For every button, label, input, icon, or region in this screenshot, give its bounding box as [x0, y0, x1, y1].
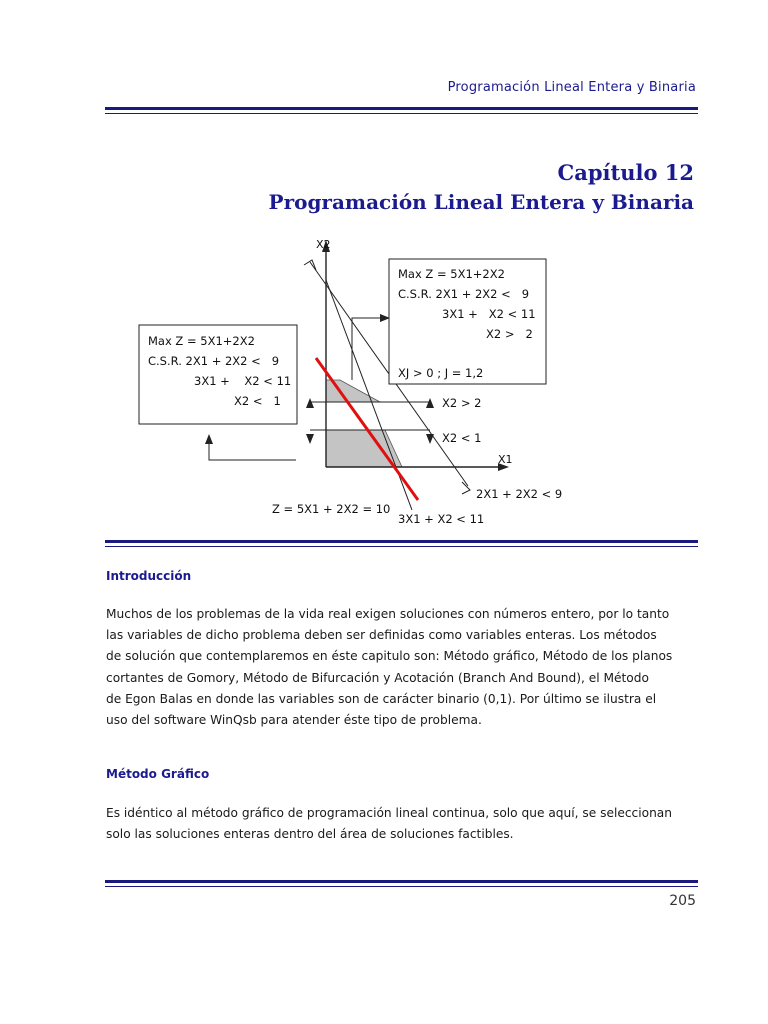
intro-line: Muchos de los problemas de la vida real exigen soluciones con números entero, por lo tanto: [106, 607, 670, 621]
running-header: Programación Lineal Entera y Binaria: [447, 80, 696, 95]
axis-label-x2: X2: [316, 238, 331, 251]
box-right-line4: X2 > 2: [486, 327, 533, 341]
graphic-line: Es idéntico al método gráfico de programación lineal continua, solo que aquí, se seleccionan: [106, 806, 672, 820]
intro-line: las variables de dicho problema deben ser definidas como variables enteras. Los métodos: [106, 628, 657, 643]
label-constraint-c1: 2X1 + 2X2 < 9: [476, 487, 563, 501]
box-right-line5: XJ > 0 ; J = 1,2: [398, 366, 484, 380]
arrow-down-le1-right: [426, 434, 434, 444]
box-left-line2: C.S.R. 2X1 + 2X2 < 9: [148, 354, 280, 368]
label-x2-le-1: X2 < 1: [442, 431, 482, 445]
section-rule-thick: [105, 540, 698, 543]
connector-left-arrow: [205, 434, 213, 444]
box-left-line3: 3X1 + X2 < 11: [194, 374, 292, 388]
paragraph-metodo-grafico: [106, 803, 698, 845]
box-left-line4: X2 < 1: [234, 394, 281, 408]
footer-rule-thin: [105, 886, 698, 887]
chapter-title: Programación Lineal Entera y Binaria: [268, 190, 694, 214]
arrow-up-ge2-left: [306, 398, 314, 408]
footer-rule-thick: [105, 880, 698, 883]
chapter-number: Capítulo 12: [557, 160, 694, 185]
heading-introduccion: Introducción: [106, 569, 192, 583]
arrow-up-ge2-right: [426, 398, 434, 408]
page-number: 205: [669, 893, 696, 909]
box-right-line2: C.S.R. 2X1 + 2X2 < 9: [398, 287, 530, 301]
intro-line: uso del software WinQsb para atender éste tipo de problema.: [106, 713, 482, 728]
connector-left-box: [209, 440, 296, 460]
connector-right-box: [352, 318, 388, 380]
label-x2-ge-2: X2 > 2: [442, 396, 482, 410]
intro-line: cortantes de Gomory, Método de Bifurcación y Acotación (Branch And Bound), el Método: [106, 670, 649, 685]
box-right-line1: Max Z = 5X1+2X2: [398, 267, 505, 281]
arrow-down-le1-left: [306, 434, 314, 444]
label-constraint-c2: 3X1 + X2 < 11: [398, 512, 485, 526]
label-objective: Z = 5X1 + 2X2 = 10: [272, 502, 391, 516]
intro-line: de Egon Balas en donde las variables son de carácter binario (0,1). Por último se ilustra el: [106, 691, 657, 706]
paragraph-introduccion: [106, 604, 698, 731]
intro-line: de solución que contemplaremos en éste capitulo son: Método gráfico, Método de los planos: [106, 649, 673, 664]
section-rule-thin: [105, 546, 698, 547]
box-right-line3: 3X1 + X2 < 11: [442, 307, 536, 321]
box-left-line1: Max Z = 5X1+2X2: [148, 334, 255, 348]
heading-metodo-grafico: Método Gráfico: [106, 767, 210, 781]
axis-label-x1: X1: [498, 453, 513, 466]
graphic-line: solo las soluciones enteras dentro del área de soluciones factibles.: [106, 827, 514, 842]
